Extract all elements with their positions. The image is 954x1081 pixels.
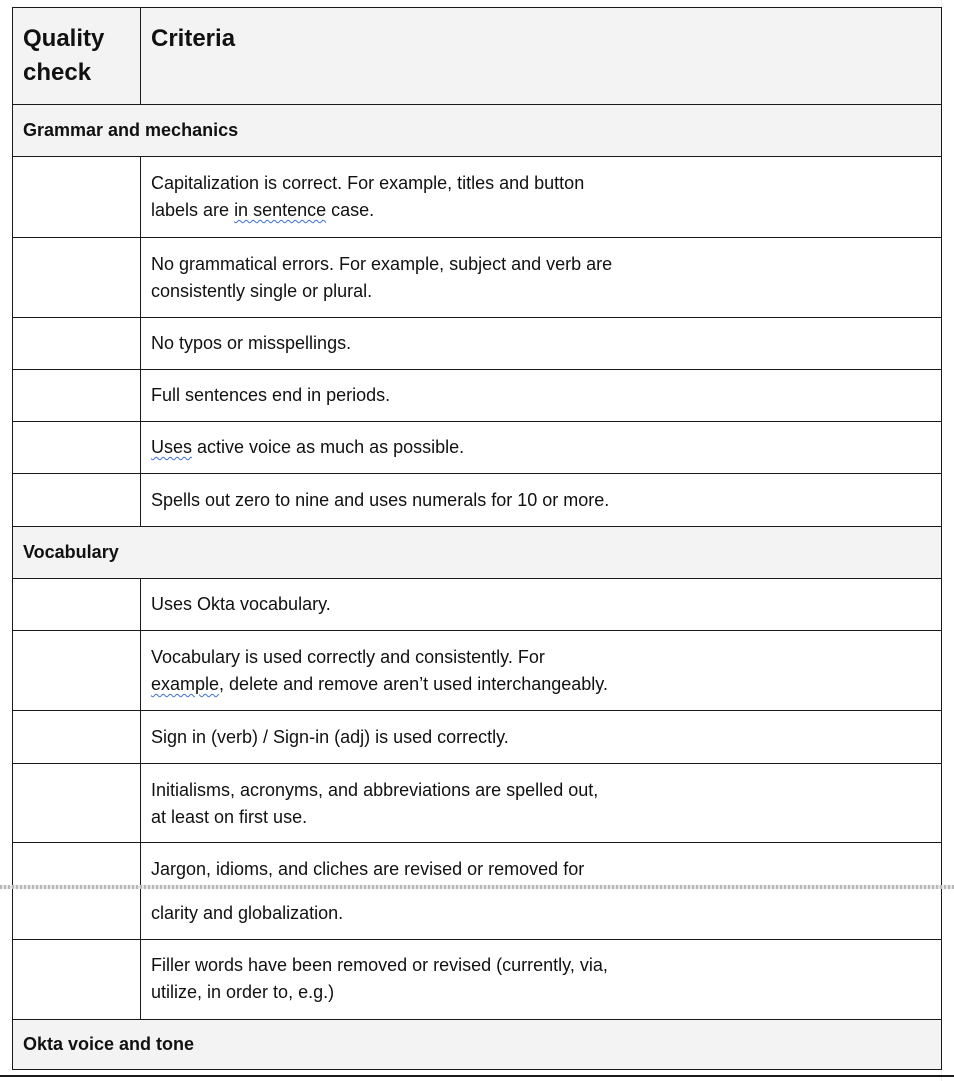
section-row-grammar bbox=[13, 105, 942, 157]
section-row-voice bbox=[13, 1019, 942, 1069]
check-cell[interactable] bbox=[13, 889, 141, 939]
table-row bbox=[13, 370, 942, 422]
criteria-cell: Full sentences end in periods. bbox=[141, 370, 942, 422]
criteria-cell: Spells out zero to nine and uses numerals for 10 or more. bbox=[141, 474, 942, 527]
table-row bbox=[13, 711, 942, 764]
criteria-line: Filler words have been removed or revised (currently, via, bbox=[151, 954, 608, 975]
header-criteria: Criteria bbox=[141, 8, 942, 105]
section-title: Grammar and mechanics bbox=[13, 105, 942, 157]
spellcheck-flag: Uses bbox=[151, 437, 193, 457]
check-cell[interactable] bbox=[13, 764, 141, 843]
criteria-line: labels are in sentence case. bbox=[151, 200, 375, 220]
check-cell[interactable] bbox=[13, 318, 141, 370]
criteria-cell bbox=[141, 157, 942, 238]
criteria-cell: Sign in (verb) / Sign-in (adj) is used correctly. bbox=[141, 711, 942, 764]
check-cell[interactable] bbox=[13, 370, 141, 422]
table-row bbox=[13, 579, 942, 631]
criteria-line: consistently single or plural. bbox=[151, 281, 373, 301]
quality-checklist-table bbox=[12, 7, 942, 897]
criteria-cell bbox=[141, 238, 942, 318]
spellcheck-flag: in sentence bbox=[234, 200, 327, 220]
checklist-table-page-2 bbox=[12, 889, 941, 1070]
criteria-cell bbox=[141, 764, 942, 843]
section-row-vocabulary bbox=[13, 527, 942, 579]
criteria-cell bbox=[141, 939, 942, 1019]
table-row bbox=[13, 631, 942, 711]
check-cell[interactable] bbox=[13, 939, 141, 1019]
criteria-line: Initialisms, acronyms, and abbreviations are spelled out, bbox=[151, 780, 599, 800]
criteria-line: Capitalization is correct. For example, titles and button bbox=[151, 173, 585, 193]
section-title: Okta voice and tone bbox=[13, 1019, 942, 1069]
check-cell[interactable] bbox=[13, 474, 141, 527]
table-row bbox=[13, 157, 942, 238]
spellcheck-flag: example bbox=[151, 674, 220, 694]
check-cell[interactable] bbox=[13, 238, 141, 318]
table-row bbox=[13, 422, 942, 474]
section-title: Vocabulary bbox=[13, 527, 942, 579]
table-row bbox=[13, 318, 942, 370]
table-header-row bbox=[13, 8, 942, 105]
table-row bbox=[13, 939, 942, 1019]
check-cell[interactable] bbox=[13, 157, 141, 238]
table-row bbox=[13, 238, 942, 318]
table-row bbox=[13, 889, 942, 939]
criteria-cell: clarity and globalization. bbox=[141, 889, 942, 939]
bottom-rule bbox=[0, 1075, 954, 1077]
table-row bbox=[13, 474, 942, 527]
table-row bbox=[13, 764, 942, 843]
criteria-cell: Uses Okta vocabulary. bbox=[141, 579, 942, 631]
criteria-line: example, delete and remove aren’t used interchangeably. bbox=[151, 674, 608, 694]
header-quality-check: Quality check bbox=[13, 8, 141, 105]
check-cell[interactable] bbox=[13, 422, 141, 474]
criteria-cell bbox=[141, 631, 942, 711]
check-cell[interactable] bbox=[13, 579, 141, 631]
criteria-cell: Uses active voice as much as possible. bbox=[141, 422, 942, 474]
criteria-cell: Jargon, idioms, and cliches are revised or removed for bbox=[141, 843, 942, 897]
check-cell[interactable] bbox=[13, 631, 141, 711]
criteria-line: Vocabulary is used correctly and consistently. For bbox=[151, 647, 545, 667]
criteria-line: No grammatical errors. For example, subject and verb are bbox=[151, 254, 613, 274]
criteria-cell: No typos or misspellings. bbox=[141, 318, 942, 370]
check-cell[interactable] bbox=[13, 711, 141, 764]
quality-checklist-table-continued bbox=[12, 889, 942, 1070]
criteria-line: at least on first use. bbox=[151, 807, 308, 827]
checklist-table-page-1 bbox=[12, 7, 941, 897]
criteria-line: utilize, in order to, e.g.) bbox=[151, 981, 335, 1002]
